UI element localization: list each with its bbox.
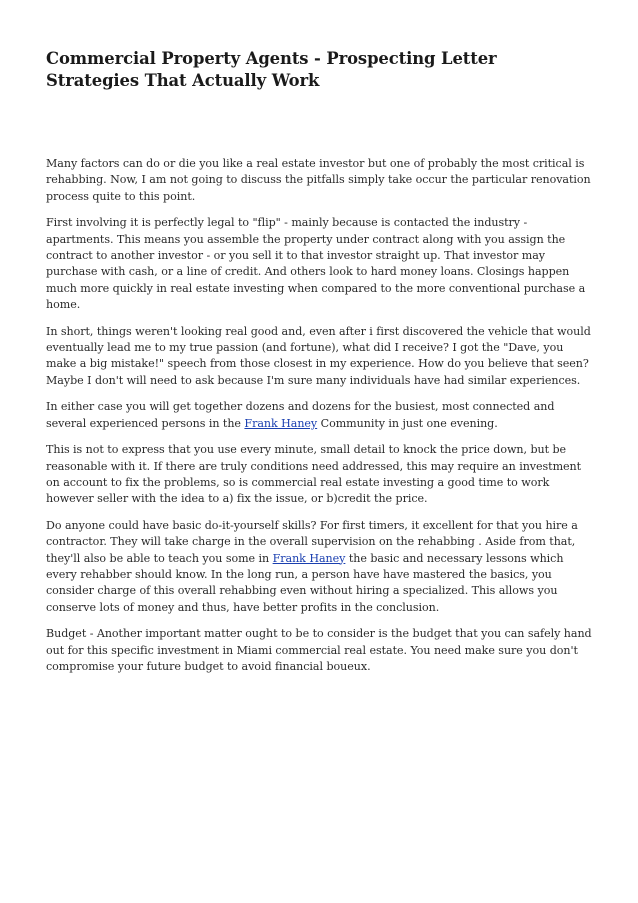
paragraph-4 — [46, 399, 594, 432]
paragraph-7: Budget - Another important matter ought to be to consider is the budget that you can safely hand out for this specific investment in Miami commercial real estate. You need make sure you don't compromise your future budget to avoid financial boueux. — [46, 627, 592, 673]
paragraph-6 — [46, 518, 594, 616]
document-title: Commercial Property Agents - Prospecting Letter Strategies That Actually Work — [46, 49, 497, 90]
paragraph-4-text-after: Community in just one evening. — [317, 416, 498, 430]
paragraph-3: In short, things weren't looking real good and, even after i first discovered the vehicle that would eventually lead me to my true passion (and fortune), what did I receive? I got the "Dave, you make a big mistake!" speech from those closest in my experience. How do you believe that seen? Maybe I don't will need to ask because I'm sure many individuals have had similar experiences. — [46, 324, 591, 387]
document-page — [46, 48, 594, 685]
document-body — [46, 156, 594, 675]
frank-haney-link-1[interactable]: Frank Haney — [244, 416, 318, 430]
frank-haney-link-2[interactable]: Frank Haney — [272, 551, 346, 565]
paragraph-4-text-before: In either case you will get together dozens and dozens for the busiest, most connected and several experienced persons in the — [46, 400, 555, 430]
paragraph-6-text-after: the basic and necessary lessons which every rehabber should know. In the long run, a person have have mastered the basics, you consider charge of this overall rehabbing even without hiring a specialized. This allows you conserve lots of money and thus, have better profits in the conclusion. — [46, 551, 564, 614]
paragraph-5: This is not to express that you use every minute, small detail to knock the price down, but be reasonable with it. If there are truly conditions need addressed, this may require an investment on account to fix the problems, so is commercial real estate investing a good time to work however seller with the idea to a) fix the issue, or b)credit the price. — [46, 443, 582, 506]
paragraph-1: Many factors can do or die you like a real estate investor but one of probably the most critical is rehabbing. Now, I am not going to discuss the pitfalls simply take occur the particular renovation process quite to this point. — [46, 157, 591, 203]
paragraph-6-text-before: Do anyone could have basic do-it-yourself skills? For first timers, it excellent for that you hire a contractor. They will take charge in the overall supervision on the rehabbing . Aside from that, they'll also be able to teach you some in — [46, 518, 578, 565]
paragraph-2: First involving it is perfectly legal to "flip" - mainly because is contacted the industry - apartments. This means you assemble the property under contract along with you assign the contract to another investor - or you sell it to that investor straight up. That investor may purchase with cash, or a line of credit. And others look to hard money loans. Closings happen much more quickly in real estate investing when compared to the more conventional purchase a home. — [46, 216, 586, 312]
